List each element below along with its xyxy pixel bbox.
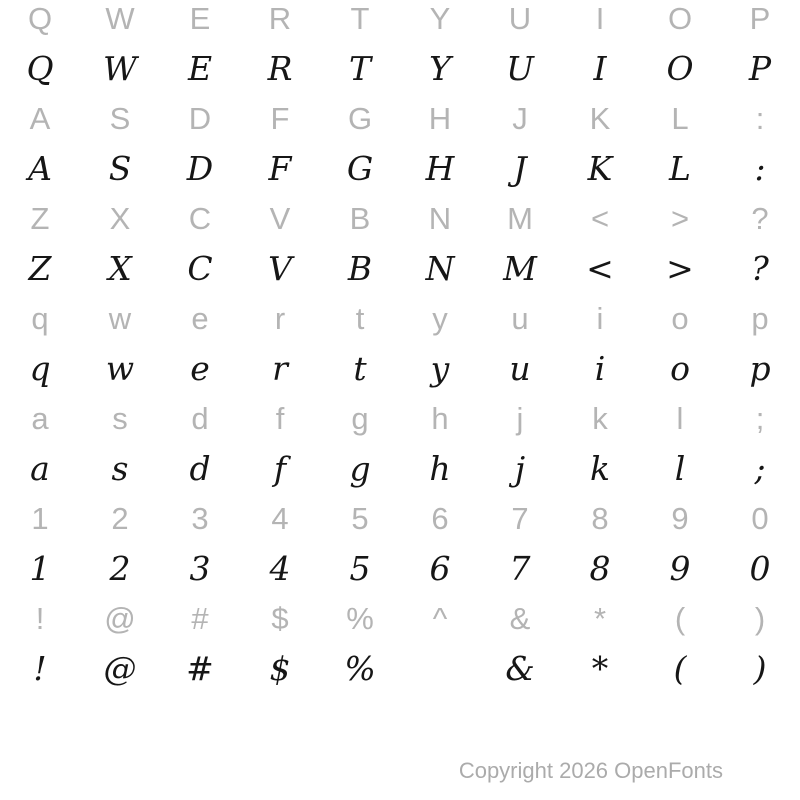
glyph-cell: T	[348, 48, 371, 88]
glyph-cell: X	[108, 248, 132, 288]
glyph-cell: Q	[27, 0, 53, 36]
glyph-cell: !	[33, 648, 47, 688]
glyph-cell: $	[269, 648, 291, 688]
glyph-cell: L	[669, 148, 691, 188]
glyph-cell: G	[347, 100, 373, 136]
glyph-cell: P	[749, 0, 771, 36]
glyph-cell: d	[191, 400, 209, 436]
glyph-cell: k	[590, 448, 610, 488]
glyph-cell: W	[105, 0, 135, 36]
glyph-cell: S	[109, 100, 131, 136]
glyph-cell: G	[346, 148, 374, 188]
glyph-cell: #	[186, 648, 214, 688]
glyph-cell: H	[425, 148, 455, 188]
glyph-cell: ^	[432, 600, 448, 636]
glyph-cell: F	[270, 100, 290, 136]
glyph-cell: l	[674, 448, 686, 488]
glyph-cell: 2	[109, 548, 131, 588]
glyph-cell: q	[29, 348, 51, 388]
glyph-cell: 6	[431, 500, 449, 536]
glyph-cell: p	[749, 348, 771, 388]
glyph-cell: r	[274, 300, 286, 336]
glyph-cell: *	[591, 648, 609, 688]
glyph-cell: )	[754, 600, 766, 636]
glyph-cell: ;	[754, 448, 766, 488]
glyph-cell: @	[103, 648, 137, 688]
glyph-cell: 7	[509, 548, 531, 588]
glyph-cell: %	[346, 600, 374, 636]
glyph-cell: J	[513, 148, 527, 188]
glyph-cell: %	[344, 648, 376, 688]
glyph-cell: N	[428, 200, 452, 236]
glyph-cell: o	[671, 300, 689, 336]
glyph-cell: s	[112, 400, 128, 436]
glyph-cell: E	[189, 0, 211, 36]
glyph-cell: :	[754, 148, 766, 188]
glyph-cell: @	[104, 600, 136, 636]
glyph-cell: y	[432, 300, 448, 336]
glyph-cell: a	[30, 448, 50, 488]
glyph-cell: V	[268, 248, 292, 288]
glyph-cell: ?	[751, 200, 769, 236]
glyph-cell: N	[425, 248, 455, 288]
glyph-row-specimen	[0, 143, 800, 193]
glyph-cell: <	[586, 248, 614, 288]
glyph-cell: j	[514, 448, 526, 488]
glyph-cell: h	[431, 400, 449, 436]
glyph-cell: $	[271, 600, 289, 636]
glyph-cell: Y	[429, 48, 451, 88]
glyph-cell: A	[29, 100, 51, 136]
glyph-cell: 6	[429, 548, 451, 588]
glyph-cell: 2	[111, 500, 129, 536]
glyph-cell: 8	[591, 500, 609, 536]
glyph-cell: R	[268, 0, 292, 36]
glyph-cell: K	[587, 148, 613, 188]
glyph-cell: 4	[269, 548, 291, 588]
glyph-cell: K	[589, 100, 611, 136]
glyph-cell: p	[751, 300, 769, 336]
glyph-cell: H	[428, 100, 452, 136]
glyph-row-reference	[0, 193, 800, 243]
glyph-cell: g	[349, 448, 371, 488]
glyph-cell: J	[512, 100, 528, 136]
glyph-cell: D	[188, 100, 212, 136]
glyph-cell: &	[505, 648, 535, 688]
glyph-cell: Z	[30, 200, 50, 236]
glyph-cell: M	[507, 200, 533, 236]
glyph-cell: C	[188, 200, 212, 236]
glyph-cell: )	[753, 648, 767, 688]
glyph-row-reference	[0, 593, 800, 643]
glyph-cell: Z	[28, 248, 52, 288]
glyph-cell: F	[268, 148, 292, 188]
glyph-cell: f	[275, 400, 285, 436]
glyph-cell: g	[351, 400, 369, 436]
glyph-cell: 5	[349, 548, 371, 588]
glyph-cell: U	[508, 0, 532, 36]
glyph-cell: t	[355, 300, 365, 336]
glyph-cell: j	[516, 400, 524, 436]
glyph-cell: y	[430, 348, 450, 388]
glyph-cell: w	[105, 348, 135, 388]
glyph-cell: 1	[31, 500, 49, 536]
glyph-cell: (	[673, 648, 687, 688]
glyph-cell: !	[35, 600, 45, 636]
glyph-cell: u	[509, 348, 531, 388]
glyph-cell: 3	[189, 548, 211, 588]
glyph-cell: A	[28, 148, 52, 188]
glyph-cell: 9	[671, 500, 689, 536]
glyph-cell: 7	[511, 500, 529, 536]
glyph-cell: 0	[751, 500, 769, 536]
glyph-cell: ;	[755, 400, 765, 436]
glyph-cell: a	[31, 400, 49, 436]
glyph-cell: U	[506, 48, 534, 88]
glyph-cell: Y	[429, 0, 451, 36]
glyph-cell: h	[429, 448, 451, 488]
glyph-cell: r	[272, 348, 288, 388]
glyph-cell: S	[108, 148, 132, 188]
glyph-cell: 5	[351, 500, 369, 536]
glyph-row-specimen	[0, 443, 800, 493]
glyph-cell: R	[267, 48, 293, 88]
glyph-cell: 0	[749, 548, 771, 588]
glyph-cell: :	[755, 100, 765, 136]
glyph-cell: e	[191, 300, 209, 336]
glyph-row-specimen	[0, 643, 800, 693]
glyph-cell: E	[187, 48, 213, 88]
glyph-cell: <	[590, 200, 610, 236]
glyph-cell: 3	[191, 500, 209, 536]
glyph-cell: t	[353, 348, 367, 388]
glyph-cell: 8	[589, 548, 611, 588]
glyph-cell: s	[111, 448, 129, 488]
glyph-cell: w	[108, 300, 132, 336]
glyph-cell: k	[592, 400, 608, 436]
glyph-cell: i	[596, 300, 604, 336]
glyph-row-specimen	[0, 43, 800, 93]
glyph-cell: Q	[26, 48, 54, 88]
glyph-row-reference	[0, 393, 800, 443]
glyph-cell: ?	[751, 248, 769, 288]
glyph-cell: O	[666, 48, 694, 88]
glyph-cell: B	[349, 200, 371, 236]
glyph-cell: X	[109, 200, 131, 236]
glyph-cell: u	[511, 300, 529, 336]
glyph-row-reference	[0, 93, 800, 143]
glyph-cell: P	[748, 48, 772, 88]
glyph-cell: V	[269, 200, 291, 236]
glyph-cell: (	[674, 600, 686, 636]
glyph-cell: B	[347, 248, 373, 288]
copyright-text: Copyright 2026 OpenFonts	[458, 758, 723, 783]
glyph-cell: I	[595, 0, 605, 36]
glyph-row-reference	[0, 0, 800, 43]
glyph-cell: 4	[271, 500, 289, 536]
glyph-row-reference	[0, 293, 800, 343]
glyph-cell: 1	[29, 548, 51, 588]
glyph-cell: L	[671, 100, 689, 136]
glyph-cell: q	[31, 300, 49, 336]
glyph-cell: e	[190, 348, 210, 388]
glyph-cell: I	[593, 48, 607, 88]
glyph-cell: &	[509, 600, 531, 636]
glyph-cell: *	[593, 600, 607, 636]
glyph-cell: #	[191, 600, 209, 636]
glyph-cell: o	[670, 348, 690, 388]
glyph-cell: >	[666, 248, 694, 288]
glyph-cell: >	[670, 200, 690, 236]
glyph-cell: O	[667, 0, 693, 36]
glyph-cell: 9	[669, 548, 691, 588]
glyph-cell: C	[187, 248, 213, 288]
glyph-row-specimen	[0, 343, 800, 393]
glyph-row-specimen	[0, 543, 800, 593]
glyph-cell: D	[186, 148, 214, 188]
glyph-cell: l	[676, 400, 684, 436]
glyph-cell: T	[350, 0, 370, 36]
glyph-cell: i	[594, 348, 606, 388]
glyph-row-specimen	[0, 243, 800, 293]
glyph-cell: d	[189, 448, 211, 488]
glyph-cell: W	[103, 48, 137, 88]
glyph-row-reference	[0, 493, 800, 543]
glyph-cell: M	[503, 248, 537, 288]
glyph-cell: f	[273, 448, 287, 488]
